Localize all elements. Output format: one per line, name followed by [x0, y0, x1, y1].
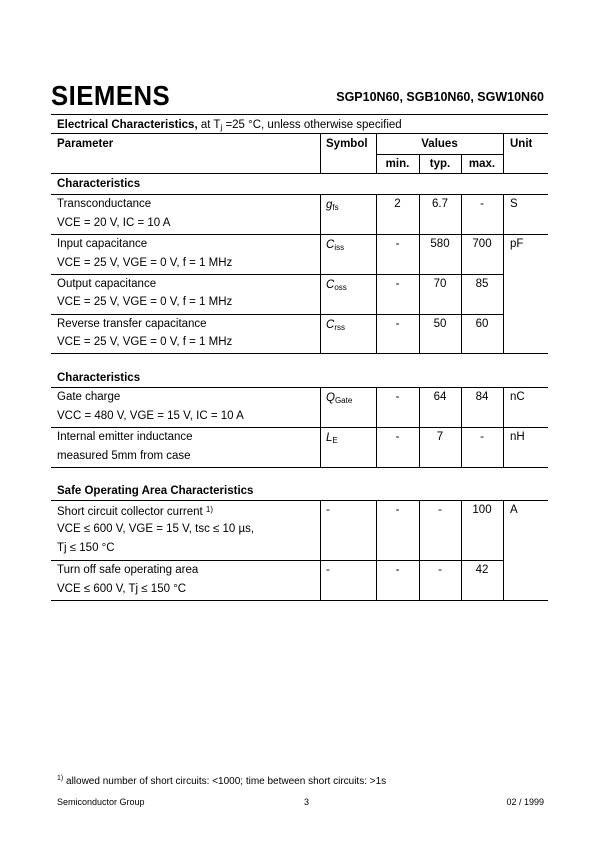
param-name: Input capacitance — [57, 238, 148, 250]
param-condition: VCE = 25 V, VGE = 0 V, f = 1 MHz — [57, 336, 233, 348]
param-condition: VCE ≤ 600 V, VGE = 15 V, tsc ≤ 10 µs, — [57, 523, 255, 535]
values-subheader-rule — [376, 154, 503, 155]
value-min: - — [395, 391, 400, 403]
param-condition: VCC = 480 V, VGE = 15 V, IC = 10 A — [57, 410, 244, 422]
value-max: 84 — [475, 391, 489, 403]
value-typ: 580 — [430, 238, 450, 250]
row-rule — [51, 234, 548, 235]
section3-rule — [51, 500, 548, 501]
param-symbol: - — [326, 564, 330, 576]
param-name: Output capacitance — [57, 278, 157, 290]
value-unit: pF — [510, 238, 524, 250]
row-rule — [51, 314, 503, 315]
section-heading: Characteristics — [57, 372, 141, 384]
footer-left: Semiconductor Group — [57, 797, 145, 807]
value-typ: 7 — [436, 431, 444, 443]
footer-date: 02 / 1999 — [506, 797, 544, 807]
param-condition: VCE = 25 V, VGE = 0 V, f = 1 MHz — [57, 257, 233, 269]
param-name: Internal emitter inductance — [57, 431, 193, 443]
col-header-max: max. — [468, 158, 496, 170]
value-max: - — [480, 198, 484, 210]
value-min: 2 — [394, 198, 401, 210]
value-typ: 6.7 — [432, 198, 448, 210]
param-name: Gate charge — [57, 391, 121, 403]
value-max: - — [480, 431, 484, 443]
col-rule — [320, 133, 321, 173]
col-header-symbol: Symbol — [326, 138, 368, 150]
part-numbers: SGP10N60, SGB10N60, SGW10N60 — [336, 90, 544, 104]
param-condition: VCE = 25 V, VGE = 0 V, f = 1 MHz — [57, 296, 233, 308]
header-bottom-rule — [51, 173, 548, 174]
section2-rule — [51, 387, 548, 388]
col-rule — [320, 387, 321, 467]
col-header-parameter: Parameter — [57, 138, 114, 150]
section1-rule — [51, 194, 548, 195]
param-symbol: $Q_{Gate}$ — [326, 392, 353, 405]
col-rule — [503, 194, 504, 353]
value-max: 100 — [472, 504, 492, 516]
param-name: Turn off safe operating area — [57, 564, 199, 576]
table-top-rule — [51, 114, 548, 115]
value-min: - — [395, 504, 400, 516]
col-header-values: Values — [421, 138, 458, 150]
page-number: 3 — [304, 797, 310, 807]
value-unit: nH — [510, 431, 525, 443]
col-rule — [320, 500, 321, 600]
value-unit: S — [510, 198, 518, 210]
param-condition: Tj ≤ 150 °C — [57, 542, 115, 554]
param-symbol: $C_{iss}$ — [326, 239, 345, 252]
col-header-unit: Unit — [510, 138, 533, 150]
section-heading: Characteristics — [57, 178, 141, 190]
param-condition: VCE = 20 V, IC = 10 A — [57, 217, 171, 229]
param-name: Reverse transfer capacitance — [57, 318, 207, 330]
param-symbol: $g_{fs}$ — [326, 199, 339, 212]
col-rule — [320, 194, 321, 353]
value-min: - — [395, 431, 400, 443]
value-min: - — [395, 564, 400, 576]
value-max: 700 — [472, 238, 492, 250]
col-rule — [503, 133, 504, 173]
value-min: - — [395, 238, 400, 250]
param-symbol: $C_{rss}$ — [326, 319, 345, 332]
value-unit: nC — [510, 391, 525, 403]
row-rule — [51, 353, 548, 354]
param-name: Transconductance — [57, 198, 152, 210]
value-typ: 50 — [433, 318, 447, 330]
row-rule — [51, 560, 503, 561]
value-typ: 70 — [433, 278, 447, 290]
value-typ: 64 — [433, 391, 447, 403]
param-symbol: $L_E$ — [326, 432, 338, 445]
param-name: Short circuit collector current $^{1)}$ — [57, 505, 214, 518]
param-symbol: - — [326, 504, 330, 516]
section-heading: Safe Operating Area Characteristics — [57, 485, 254, 497]
value-typ: - — [438, 564, 442, 576]
value-max: 60 — [475, 318, 489, 330]
param-symbol: $C_{oss}$ — [326, 279, 347, 292]
value-max: 85 — [475, 278, 489, 290]
value-min: - — [395, 318, 400, 330]
row-rule — [51, 427, 548, 428]
col-header-min: min. — [385, 158, 410, 170]
table-bottom-rule — [51, 600, 548, 601]
col-rule — [503, 500, 504, 600]
param-condition: measured 5mm from case — [57, 450, 191, 462]
table-title: Electrical Characteristics, at $T_j =25$ °C, unless otherwise specified — [57, 119, 402, 132]
row-rule — [51, 274, 503, 275]
col-header-typ: typ. — [429, 158, 451, 170]
row-rule — [51, 467, 548, 468]
value-unit: A — [510, 504, 518, 516]
footnote: $^{1)}$ allowed number of short circuits: <1000; time between short circuits: >1s — [57, 775, 387, 787]
value-max: 42 — [475, 564, 489, 576]
value-typ: - — [438, 504, 442, 516]
siemens-logo: SIEMENS — [51, 80, 171, 111]
value-min: - — [395, 278, 400, 290]
param-condition: VCE ≤ 600 V, Tj ≤ 150 °C — [57, 583, 187, 595]
col-rule — [503, 387, 504, 467]
